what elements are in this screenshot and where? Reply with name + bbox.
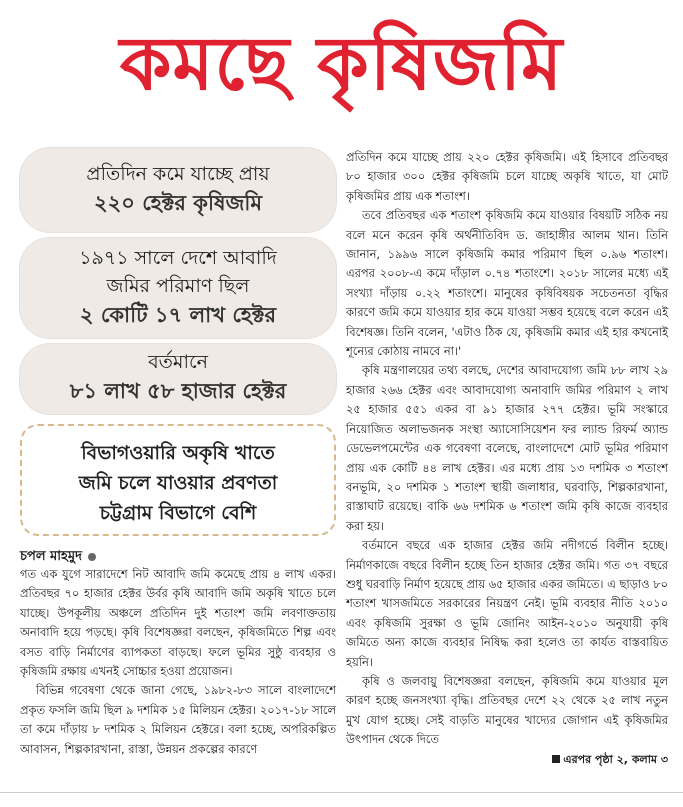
callout-box-1971 [20,238,336,338]
paragraph: বিভিন্ন গবেষণা থেকে জানা গেছে, ১৯৮২-৮৩ সালে বাংলাদেশে প্রকৃত ফসলি জমি ছিল ৯ দশমিক ১৫ মিলিয়ন হেক্টর। ২০১৭-১৮ সালে তা কমে দাঁড়ায় ৮ দশমিক ২ মিলিয়ন হেক্টরে। বলা হচ্ছে, অপরিকল্পিত আবাসন, শিল্পকারখানা, রাস্তা, উন্নয়ন প্রকল্পের কারণে [20,683,336,756]
callout-text: ১৯৭১ সালে দেশে আবাদি [79,247,277,269]
bullet-icon [88,553,96,561]
paragraph: গত এক যুগে সারাদেশে নিট আবাদি জমি কমেছে প্রায় ৪ লাখ একর। প্রতিবছর ৭০ হাজার হেক্টর উর্বর কৃষি আবাদি জমি অকৃষি খাতে চলে যাচ্ছে। উপকূলীয় অঞ্চলে প্রতিদিন দুই শতাংশ জমি লবণাক্ততায় অনাবাদি হয়ে পড়ছে। কৃষি বিশেষজ্ঞরা বলছেন, কৃষিজমিতে শিল্প এবং বসত বাড়ি নির্মাণের ব্যাপকতা বাড়ছে। ফলে ভূমির সুষ্ঠু ব্যবহার ও কৃষিজমি রক্ষায় এখনই সোচ্চার হওয়া প্রয়োজন। [20,567,336,679]
author-name: চপল মাহমুদ [20,549,82,564]
paragraph: কৃষি ও জলবায়ু বিশেষজ্ঞরা বলছেন, কৃষিজমি কমে যাওয়ার মূল কারণ হচ্ছে জনসংখ্যা বৃদ্ধি। প্রতিবছর দেশে ২২ থেকে ২৫ লাখ নতুন মুখ যোগ হচ্ছে। সেই বাড়তি মানুষের খাদ্যের জোগান এই কৃষিজমির উৎপাদন থেকে দিতে [346,673,668,747]
callout-column [20,148,336,542]
paragraph: কৃষি মন্ত্রণালয়ের তথ্য বলছে, দেশের আবাদযোগ্য জমি ৮৮ লাখ ২৯ হাজার ২৬৬ হেক্টর এবং আবাদযোগ্য অনাবাদি জমির পরিমাণ ২ লাখ ২৫ হাজার ৫৫১ একর বা ৯১ হাজার ২৭৭ হেক্টর। ভূমি সংস্কারে নিয়োজিত অলাভজনক সংস্থা অ্যাসোসিয়েশন ফর ল্যান্ড রিফর্ম অ্যান্ড ডেভেলপমেন্টের এক গবেষণা বলেছে, বাংলাদেশে মোট ভূমির পরিমাণ প্রায় এক কোটি ৪৪ লাখ হেক্টর। এর মধ্যে প্রায় ১৩ দশমিক ৩ শতাংশ বনভূমি, ২০ দশমিক ১ শতাংশ স্থায়ী জলাধার, ঘরবাড়ি, শিল্পকারখানা, রাস্তাঘাট রয়েছে। বাকি ৬৬ দশমিক ৬ শতাংশ জমি কৃষি কাজে ব্যবহার করা হয়। [346,363,668,533]
continuation-note [346,750,668,769]
highlight-line: চট্টগ্রাম বিভাগে বেশি [99,502,257,524]
callout-text: প্রতিদিন কমে যাচ্ছে প্রায় [86,163,270,185]
callout-text: জমির পরিমাণ ছিল [106,275,250,297]
callout-figure: ২২০ হেক্টর কৃষিজমি [93,191,263,215]
article-body-right [346,148,668,769]
page-divider [0,792,683,807]
highlight-box [20,424,336,536]
highlight-line: বিভাগওয়ারি অকৃষি খাতে [81,442,275,464]
paragraph: তবে প্রতিবছর এক শতাংশ কৃষিজমি কমে যাওয়ার বিষয়টি সঠিক নয় বলে মনে করেন কৃষি অর্থনীতিবিদ ড. জাহাঙ্গীর আলম খান। তিনি জানান, ১৯৯৬ সালে কৃষিজমি কমার পরিমাণ ছিল ০.৯৬ শতাংশ। এরপর ২০০৮-এ কমে দাঁড়াল ০.৭৪ শতাংশে। ২০১৮ সালের মধ্যে এই সংখ্যা দাঁড়ায় ০.২২ শতাংশে। মানুষের কৃষিবিষয়ক সচেতনতা বৃদ্ধির কারণে জমি কমে যাওয়ার হার কমে যাওয়া সম্ভব হয়েছে বলে করেন এই বিশেষজ্ঞ। তিনি বলেন, 'এটাও ঠিক যে, কৃষিজমি কমার এই হার কখনোই শূন্যের কোঠায় নামবে না।' [346,208,668,359]
continued-text: এরপর পৃষ্ঠা ২, কলাম ৩ [563,752,668,766]
callout-figure: ২ কোটি ১৭ লাখ হেক্টর [79,303,277,327]
square-bullet-icon [552,755,560,763]
callout-box-current [20,344,336,414]
headline: কমছে কৃষিজমি [119,21,564,107]
paragraph: প্রতিদিন কমে যাচ্ছে প্রায় ২২০ হেক্টর কৃষিজমি। এই হিসাবে প্রতিবছর ৮০ হাজার ৩০০ হেক্টর কৃষিজমি চলে যাচ্ছে অকৃষি খাতে, যা মোট কৃষিজমির প্রায় এক শতাংশ। [346,150,668,203]
highlight-line: জমি চলে যাওয়ার প্রবণতা [78,472,278,494]
callout-box-daily [20,148,336,232]
paragraph: বর্তমানে বছরে এক হাজার হেক্টর জমি নদীগর্ভে বিলীন হচ্ছে। নির্মাণকাজে বছরে বিলীন হচ্ছে তিন হাজার হেক্টর জমি। গত ৩৭ বছরে শুধু ঘরবাড়ি নির্মাণ হয়েছে প্রায় ৬৫ হাজার একর জমিতে। এ ছাড়াও ৮০ শতাংশ খাসজমিতে সরকারের নিয়ন্ত্রণ নেই। ভূমি ব্যবহার নীতি ২০১০ এবং কৃষিজমি সুরক্ষা ও ভূমি জোনিং আইন-২০১০ অনুযায়ী কৃষি জমিতে অন্য কাজে ব্যবহার নিষিদ্ধ করা হলেও তা কার্যত বাস্তবায়িত হয়নি। [346,538,668,669]
callout-text: বর্তমানে [148,351,208,373]
callout-figure: ৮১ লাখ ৫৮ হাজার হেক্টর [69,379,287,403]
article-body-left [20,565,336,759]
